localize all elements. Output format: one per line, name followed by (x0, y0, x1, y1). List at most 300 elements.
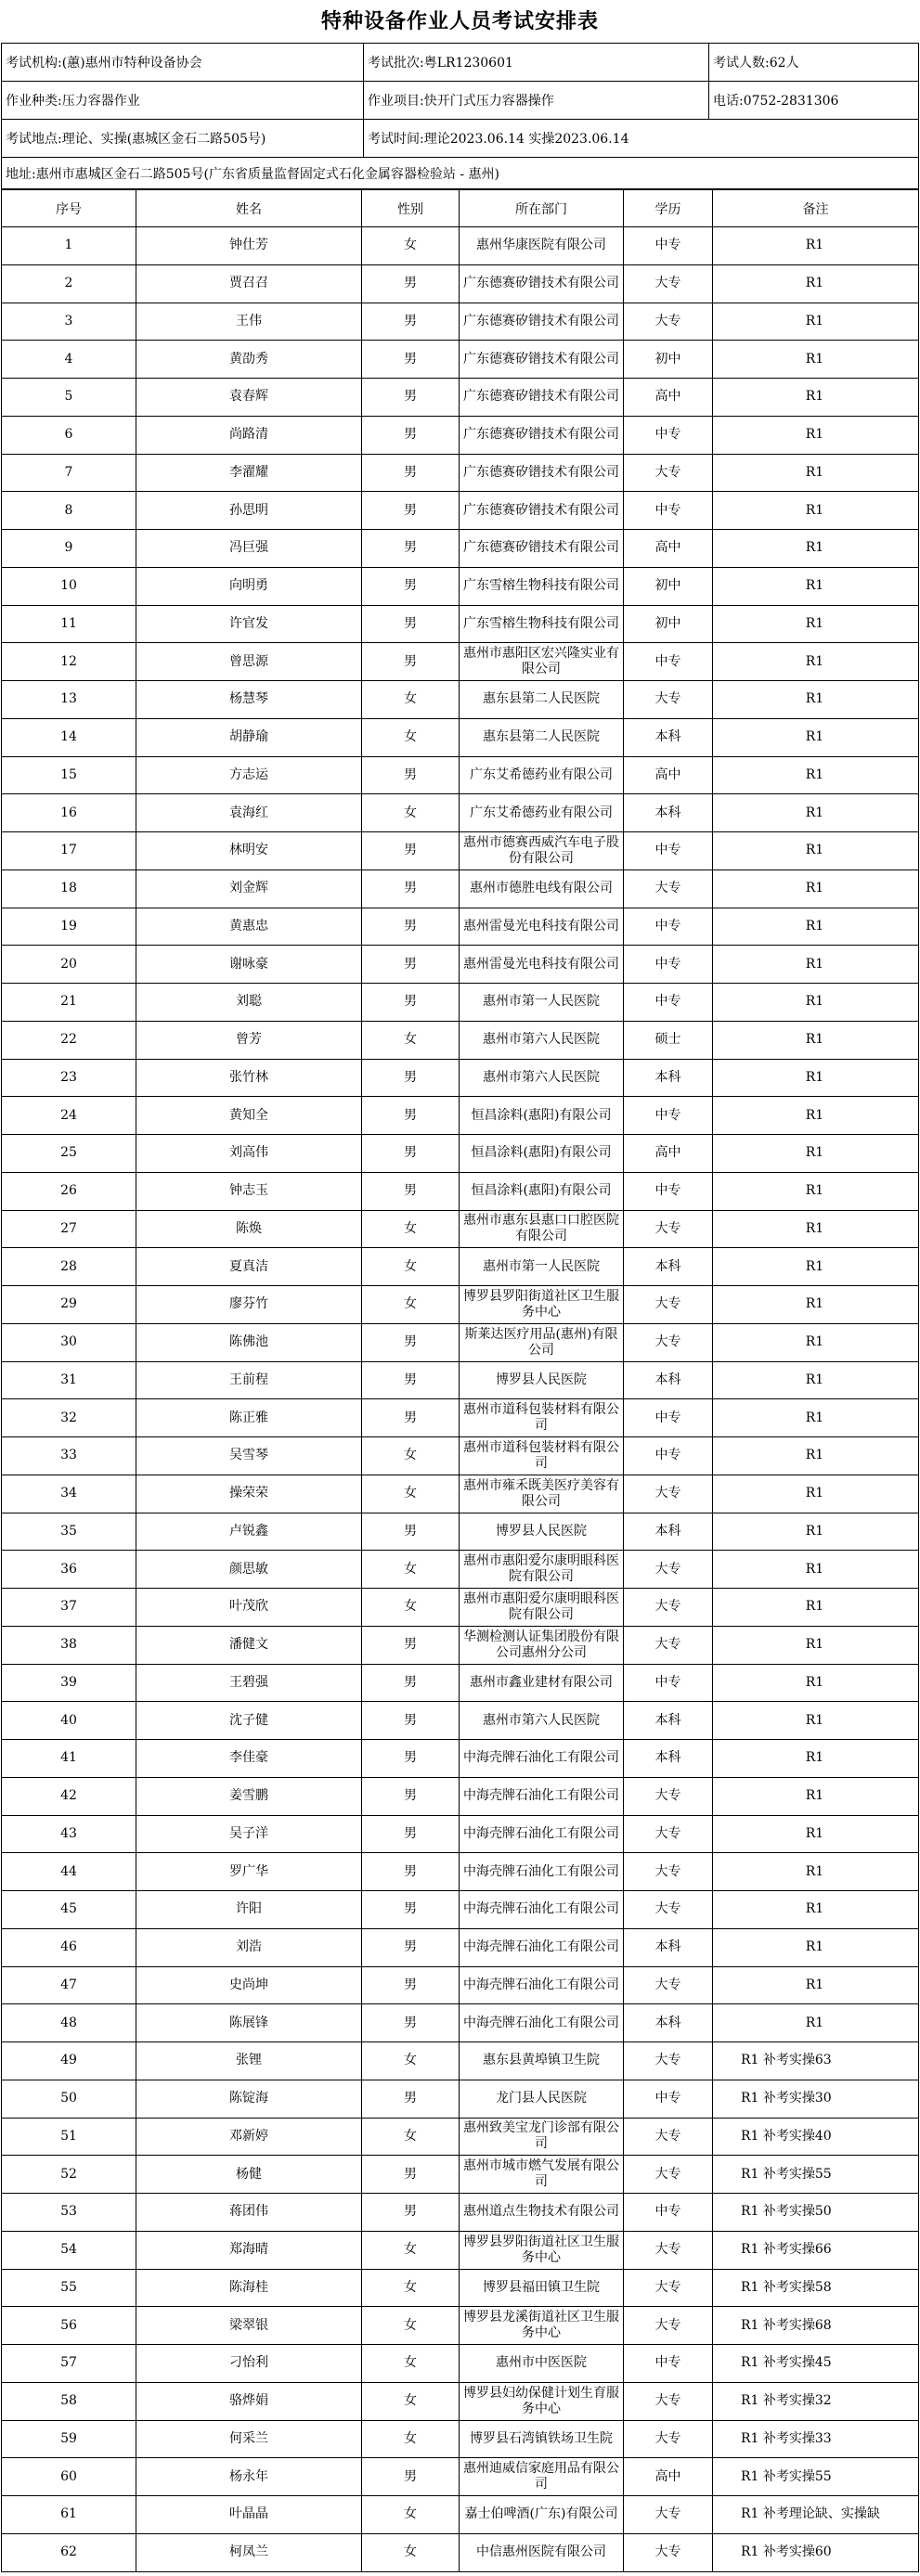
table-row (2, 2118, 919, 2156)
unit-cell: 恒昌涂料(惠阳)有限公司 (460, 1097, 624, 1135)
unit-cell: 惠州市惠阳爱尔康明眼科医院有限公司 (460, 1551, 624, 1589)
unit-cell: 博罗县人民医院 (460, 1361, 624, 1399)
info-row (2, 44, 919, 82)
unit-cell: 广东德赛矽镨技术有限公司 (460, 492, 624, 530)
gender-cell: 男 (362, 1928, 460, 1966)
education-cell: 本科 (624, 794, 713, 832)
seq-cell: 23 (2, 1059, 136, 1097)
unit-cell: 恒昌涂料(惠阳)有限公司 (460, 1172, 624, 1210)
name-cell: 颜思敏 (136, 1551, 362, 1589)
name-cell: 刘聪 (136, 984, 362, 1022)
table-row (2, 1777, 919, 1815)
gender-cell: 男 (362, 2080, 460, 2118)
education-cell: 本科 (624, 2004, 713, 2042)
gender-cell: 女 (362, 1210, 460, 1248)
name-cell: 骆烨娟 (136, 2382, 362, 2420)
unit-cell: 博罗县罗阳街道社区卫生服务中心 (460, 2231, 624, 2269)
name-cell: 黄惠忠 (136, 908, 362, 946)
exam-batch: 考试批次:粤LR1230601 (364, 44, 709, 82)
education-cell: 大专 (624, 2118, 713, 2156)
table-row (2, 756, 919, 794)
unit-cell: 博罗县福田镇卫生院 (460, 2269, 624, 2307)
unit-cell: 惠州雷曼光电科技有限公司 (460, 946, 624, 984)
gender-cell: 男 (362, 1853, 460, 1891)
name-cell: 罗广华 (136, 1853, 362, 1891)
exam-count: 考试人数:62人 (709, 44, 919, 82)
gender-cell: 男 (362, 341, 460, 379)
remark-cell: R1 (713, 1286, 919, 1324)
table-row (2, 643, 919, 681)
name-cell: 尚路清 (136, 416, 362, 454)
unit-cell: 博罗县石湾镇铁场卫生院 (460, 2420, 624, 2458)
seq-cell: 49 (2, 2042, 136, 2080)
table-row (2, 1361, 919, 1399)
remark-cell: R1 补考实操50 (713, 2194, 919, 2232)
name-cell: 钟志玉 (136, 1172, 362, 1210)
gender-cell: 男 (362, 869, 460, 908)
gender-cell: 男 (362, 416, 460, 454)
remark-cell: R1 (713, 756, 919, 794)
remark-cell: R1 补考实操63 (713, 2042, 919, 2080)
name-cell: 王碧强 (136, 1664, 362, 1702)
education-cell: 中专 (624, 2194, 713, 2232)
info-row (2, 120, 919, 158)
unit-cell: 广东德赛矽镨技术有限公司 (460, 264, 624, 303)
unit-cell: 惠州市惠阳爱尔康明眼科医院有限公司 (460, 1589, 624, 1627)
name-cell: 廖芬竹 (136, 1286, 362, 1324)
remark-cell: R1 (713, 1702, 919, 1740)
unit-cell: 惠东县第二人民医院 (460, 718, 624, 756)
remark-cell: R1 补考实操45 (713, 2345, 919, 2383)
gender-cell: 男 (362, 264, 460, 303)
seq-cell: 10 (2, 567, 136, 605)
info-row (2, 82, 919, 120)
seq-cell: 7 (2, 454, 136, 492)
seq-cell: 17 (2, 832, 136, 870)
seq-cell: 41 (2, 1740, 136, 1778)
table-row (2, 1210, 919, 1248)
table-row (2, 1399, 919, 1437)
gender-cell: 女 (362, 2231, 460, 2269)
gender-cell: 男 (362, 1815, 460, 1853)
education-cell: 大专 (624, 869, 713, 908)
seq-cell: 28 (2, 1248, 136, 1286)
name-cell: 钟仕芳 (136, 227, 362, 265)
remark-cell: R1 (713, 530, 919, 568)
remark-cell: R1 (713, 227, 919, 265)
name-cell: 叶晶晶 (136, 2496, 362, 2534)
remark-cell: R1 (713, 454, 919, 492)
unit-cell: 广东德赛矽镨技术有限公司 (460, 379, 624, 417)
education-cell: 大专 (624, 1777, 713, 1815)
education-cell: 大专 (624, 303, 713, 341)
table-row (2, 2458, 919, 2496)
table-row (2, 2194, 919, 2232)
name-cell: 杨永年 (136, 2458, 362, 2496)
table-row (2, 2156, 919, 2194)
unit-cell: 惠州市德赛西威汽车电子股份有限公司 (460, 832, 624, 870)
seq-cell: 40 (2, 1702, 136, 1740)
name-cell: 史尚坤 (136, 1966, 362, 2004)
unit-cell: 惠州市第六人民医院 (460, 1059, 624, 1097)
unit-cell: 惠州市道科包装材料有限公司 (460, 1437, 624, 1475)
name-cell: 吴子洋 (136, 1815, 362, 1853)
education-cell: 大专 (624, 2231, 713, 2269)
seq-cell: 54 (2, 2231, 136, 2269)
remark-cell: R1 (713, 1021, 919, 1059)
table-row (2, 2382, 919, 2420)
seq-cell: 2 (2, 264, 136, 303)
seq-cell: 60 (2, 2458, 136, 2496)
education-cell: 中专 (624, 2080, 713, 2118)
gender-cell: 男 (362, 2194, 460, 2232)
education-cell: 大专 (624, 1551, 713, 1589)
unit-cell: 广东德赛矽镨技术有限公司 (460, 454, 624, 492)
gender-cell: 男 (362, 379, 460, 417)
gender-cell: 男 (362, 1059, 460, 1097)
name-cell: 许阳 (136, 1891, 362, 1929)
seq-cell: 16 (2, 794, 136, 832)
seq-cell: 12 (2, 643, 136, 681)
table-row (2, 869, 919, 908)
seq-cell: 62 (2, 2533, 136, 2571)
name-cell: 曾芳 (136, 1021, 362, 1059)
unit-cell: 中海壳牌石油化工有限公司 (460, 1966, 624, 2004)
seq-cell: 31 (2, 1361, 136, 1399)
unit-cell: 惠州市中医医院 (460, 2345, 624, 2383)
remark-cell: R1 补考实操40 (713, 2118, 919, 2156)
name-cell: 柯凤兰 (136, 2533, 362, 2571)
remark-cell: R1 (713, 1399, 919, 1437)
exam-location: 考试地点:理论、实操(惠城区金石二路505号) (2, 120, 364, 158)
education-cell: 本科 (624, 1248, 713, 1286)
education-cell: 大专 (624, 454, 713, 492)
unit-cell: 惠州市惠阳区宏兴隆实业有限公司 (460, 643, 624, 681)
education-cell: 中专 (624, 416, 713, 454)
name-cell: 叶茂欣 (136, 1589, 362, 1627)
gender-cell: 男 (362, 1664, 460, 1702)
table-row (2, 1702, 919, 1740)
unit-cell: 中海壳牌石油化工有限公司 (460, 1891, 624, 1929)
education-cell: 初中 (624, 605, 713, 643)
name-cell: 潘健文 (136, 1626, 362, 1664)
gender-cell: 女 (362, 2382, 460, 2420)
remark-cell: R1 (713, 567, 919, 605)
education-cell: 高中 (624, 756, 713, 794)
remark-cell: R1 补考实操32 (713, 2382, 919, 2420)
remark-cell: R1 (713, 2004, 919, 2042)
gender-cell: 男 (362, 605, 460, 643)
name-cell: 胡静瑜 (136, 718, 362, 756)
table-row (2, 530, 919, 568)
remark-cell: R1 补考实操60 (713, 2533, 919, 2571)
table-row (2, 492, 919, 530)
education-cell: 中专 (624, 1664, 713, 1702)
unit-cell: 惠州华康医院有限公司 (460, 227, 624, 265)
education-cell: 本科 (624, 1513, 713, 1551)
education-cell: 硕士 (624, 1021, 713, 1059)
name-cell: 陈展锋 (136, 2004, 362, 2042)
remark-cell: R1 补考实操55 (713, 2458, 919, 2496)
seq-cell: 33 (2, 1437, 136, 1475)
name-cell: 沈子健 (136, 1702, 362, 1740)
unit-cell: 广东德赛矽镨技术有限公司 (460, 341, 624, 379)
remark-cell: R1 补考实操68 (713, 2307, 919, 2345)
seq-cell: 20 (2, 946, 136, 984)
name-cell: 袁海红 (136, 794, 362, 832)
table-row (2, 1513, 919, 1551)
remark-cell: R1 补考理论缺、实操缺 (713, 2496, 919, 2534)
unit-cell: 博罗县罗阳街道社区卫生服务中心 (460, 1286, 624, 1324)
unit-cell: 惠州致美宝龙门诊部有限公司 (460, 2118, 624, 2156)
unit-cell: 惠州市第一人民医院 (460, 1248, 624, 1286)
gender-cell: 女 (362, 2307, 460, 2345)
name-cell: 王前程 (136, 1361, 362, 1399)
gender-cell: 女 (362, 1475, 460, 1513)
seq-cell: 27 (2, 1210, 136, 1248)
unit-cell: 惠州市惠东县惠口口腔医院有限公司 (460, 1210, 624, 1248)
unit-cell: 广东雪榕生物科技有限公司 (460, 567, 624, 605)
gender-cell: 女 (362, 1021, 460, 1059)
name-cell: 杨慧琴 (136, 681, 362, 719)
table-row (2, 984, 919, 1022)
education-cell: 大专 (624, 2382, 713, 2420)
education-cell: 中专 (624, 946, 713, 984)
table-row (2, 908, 919, 946)
seq-cell: 32 (2, 1399, 136, 1437)
unit-cell: 惠州道点生物技术有限公司 (460, 2194, 624, 2232)
seq-cell: 55 (2, 2269, 136, 2307)
unit-cell: 惠州市第六人民医院 (460, 1702, 624, 1740)
seq-cell: 57 (2, 2345, 136, 2383)
work-category: 作业种类:压力容器作业 (2, 82, 364, 120)
name-cell: 陈佛池 (136, 1323, 362, 1361)
seq-cell: 1 (2, 227, 136, 265)
seq-cell: 42 (2, 1777, 136, 1815)
remark-cell: R1 (713, 1589, 919, 1627)
remark-cell: R1 补考实操58 (713, 2269, 919, 2307)
seq-cell: 43 (2, 1815, 136, 1853)
remark-cell: R1 (713, 1361, 919, 1399)
gender-cell: 女 (362, 1286, 460, 1324)
education-cell: 大专 (624, 1210, 713, 1248)
exam-address: 地址:惠州市惠城区金石二路505号(广东省质量监督固定式石化金属容器检验站 - 惠州) (2, 158, 919, 189)
seq-cell: 46 (2, 1928, 136, 1966)
gender-cell: 男 (362, 832, 460, 870)
education-cell: 中专 (624, 1172, 713, 1210)
gender-cell: 女 (362, 1248, 460, 1286)
education-cell: 初中 (624, 341, 713, 379)
table-row (2, 454, 919, 492)
unit-cell: 广东艾希德药业有限公司 (460, 794, 624, 832)
remark-cell: R1 补考实操55 (713, 2156, 919, 2194)
remark-cell: R1 (713, 794, 919, 832)
table-row (2, 1966, 919, 2004)
name-cell: 郑海晴 (136, 2231, 362, 2269)
education-cell: 大专 (624, 2533, 713, 2571)
name-cell: 操荣荣 (136, 1475, 362, 1513)
gender-cell: 男 (362, 454, 460, 492)
name-cell: 刘高伟 (136, 1135, 362, 1173)
education-cell: 中专 (624, 492, 713, 530)
gender-cell: 女 (362, 2533, 460, 2571)
unit-cell: 中海壳牌石油化工有限公司 (460, 1777, 624, 1815)
remark-cell: R1 (713, 908, 919, 946)
education-cell: 高中 (624, 1135, 713, 1173)
name-cell: 陈锭海 (136, 2080, 362, 2118)
unit-cell: 广东德赛矽镨技术有限公司 (460, 303, 624, 341)
name-cell: 卢锐鑫 (136, 1513, 362, 1551)
table-row (2, 2496, 919, 2534)
name-cell: 刘金辉 (136, 869, 362, 908)
table-row (2, 2080, 919, 2118)
seq-cell: 5 (2, 379, 136, 417)
seq-cell: 8 (2, 492, 136, 530)
name-cell: 陈焕 (136, 1210, 362, 1248)
gender-cell: 男 (362, 530, 460, 568)
name-cell: 方志运 (136, 756, 362, 794)
candidate-rows (2, 227, 919, 2572)
table-row (2, 379, 919, 417)
table-row (2, 605, 919, 643)
education-cell: 高中 (624, 2458, 713, 2496)
gender-cell: 男 (362, 303, 460, 341)
education-cell: 大专 (624, 2156, 713, 2194)
unit-cell: 广东德赛矽镨技术有限公司 (460, 530, 624, 568)
remark-cell: R1 (713, 1551, 919, 1589)
name-cell: 许官发 (136, 605, 362, 643)
seq-cell: 38 (2, 1626, 136, 1664)
unit-cell: 惠州雷曼光电科技有限公司 (460, 908, 624, 946)
exam-org: 考试机构:(蕙)惠州市特种设备协会 (2, 44, 364, 82)
education-cell: 大专 (624, 1891, 713, 1929)
education-cell: 中专 (624, 1437, 713, 1475)
unit-cell: 博罗县人民医院 (460, 1513, 624, 1551)
gender-cell: 男 (362, 492, 460, 530)
gender-cell: 男 (362, 1513, 460, 1551)
table-row (2, 946, 919, 984)
table-row (2, 1928, 919, 1966)
seq-cell: 56 (2, 2307, 136, 2345)
name-cell: 陈海桂 (136, 2269, 362, 2307)
seq-cell: 35 (2, 1513, 136, 1551)
remark-cell: R1 (713, 379, 919, 417)
seq-cell: 59 (2, 2420, 136, 2458)
seq-cell: 36 (2, 1551, 136, 1589)
unit-cell: 惠州市道科包装材料有限公司 (460, 1399, 624, 1437)
unit-cell: 华测检测认证集团股份有限公司惠州分公司 (460, 1626, 624, 1664)
seq-cell: 44 (2, 1853, 136, 1891)
remark-cell: R1 (713, 946, 919, 984)
table-row (2, 1589, 919, 1627)
header-seq: 序号 (2, 190, 136, 227)
remark-cell: R1 (713, 416, 919, 454)
remark-cell: R1 (713, 1777, 919, 1815)
unit-cell: 惠州市第一人民医院 (460, 984, 624, 1022)
education-cell: 大专 (624, 2307, 713, 2345)
remark-cell: R1 (713, 1664, 919, 1702)
table-row (2, 2004, 919, 2042)
gender-cell: 女 (362, 1551, 460, 1589)
unit-cell: 中海壳牌石油化工有限公司 (460, 2004, 624, 2042)
unit-cell: 广东德赛矽镨技术有限公司 (460, 416, 624, 454)
remark-cell: R1 (713, 1626, 919, 1664)
unit-cell: 惠州市鑫业建材有限公司 (460, 1664, 624, 1702)
header-unit: 所在部门 (460, 190, 624, 227)
gender-cell: 女 (362, 2345, 460, 2383)
education-cell: 中专 (624, 227, 713, 265)
name-cell: 曾思源 (136, 643, 362, 681)
gender-cell: 女 (362, 1589, 460, 1627)
gender-cell: 男 (362, 984, 460, 1022)
remark-cell: R1 (713, 1437, 919, 1475)
page-title: 特种设备作业人员考试安排表 (320, 9, 599, 33)
name-cell: 向明勇 (136, 567, 362, 605)
remark-cell: R1 补考实操66 (713, 2231, 919, 2269)
gender-cell: 男 (362, 1702, 460, 1740)
gender-cell: 男 (362, 1323, 460, 1361)
seq-cell: 50 (2, 2080, 136, 2118)
seq-cell: 61 (2, 2496, 136, 2534)
seq-cell: 24 (2, 1097, 136, 1135)
table-row (2, 1248, 919, 1286)
gender-cell: 女 (362, 681, 460, 719)
name-cell: 夏真洁 (136, 1248, 362, 1286)
education-cell: 大专 (624, 681, 713, 719)
unit-cell: 斯莱达医疗用品(惠州)有限公司 (460, 1323, 624, 1361)
unit-cell: 嘉士伯啤酒(广东)有限公司 (460, 2496, 624, 2534)
remark-cell: R1 (713, 1513, 919, 1551)
education-cell: 大专 (624, 1475, 713, 1513)
name-cell: 黄劭秀 (136, 341, 362, 379)
seq-cell: 48 (2, 2004, 136, 2042)
unit-cell: 恒昌涂料(惠阳)有限公司 (460, 1135, 624, 1173)
table-row (2, 1475, 919, 1513)
seq-cell: 37 (2, 1589, 136, 1627)
remark-cell: R1 (713, 1928, 919, 1966)
education-cell: 本科 (624, 1740, 713, 1778)
unit-cell: 惠州市雍禾既美医疗美容有限公司 (460, 1475, 624, 1513)
gender-cell: 女 (362, 718, 460, 756)
education-cell: 大专 (624, 264, 713, 303)
education-cell: 本科 (624, 1928, 713, 1966)
unit-cell: 中海壳牌石油化工有限公司 (460, 1740, 624, 1778)
table-row (2, 416, 919, 454)
table-row (2, 1664, 919, 1702)
name-cell: 谢咏豪 (136, 946, 362, 984)
seq-cell: 13 (2, 681, 136, 719)
table-row (2, 1437, 919, 1475)
gender-cell: 男 (362, 1626, 460, 1664)
name-cell: 冯巨强 (136, 530, 362, 568)
gender-cell: 男 (362, 946, 460, 984)
unit-cell: 广东雪榕生物科技有限公司 (460, 605, 624, 643)
gender-cell: 男 (362, 1172, 460, 1210)
gender-cell: 男 (362, 1777, 460, 1815)
unit-cell: 广东艾希德药业有限公司 (460, 756, 624, 794)
remark-cell: R1 (713, 1740, 919, 1778)
gender-cell: 男 (362, 756, 460, 794)
table-row (2, 1097, 919, 1135)
gender-cell: 女 (362, 1437, 460, 1475)
gender-cell: 男 (362, 908, 460, 946)
seq-cell: 52 (2, 2156, 136, 2194)
seq-cell: 3 (2, 303, 136, 341)
gender-cell: 男 (362, 643, 460, 681)
header-name: 姓名 (136, 190, 362, 227)
name-cell: 王伟 (136, 303, 362, 341)
remark-cell: R1 (713, 492, 919, 530)
